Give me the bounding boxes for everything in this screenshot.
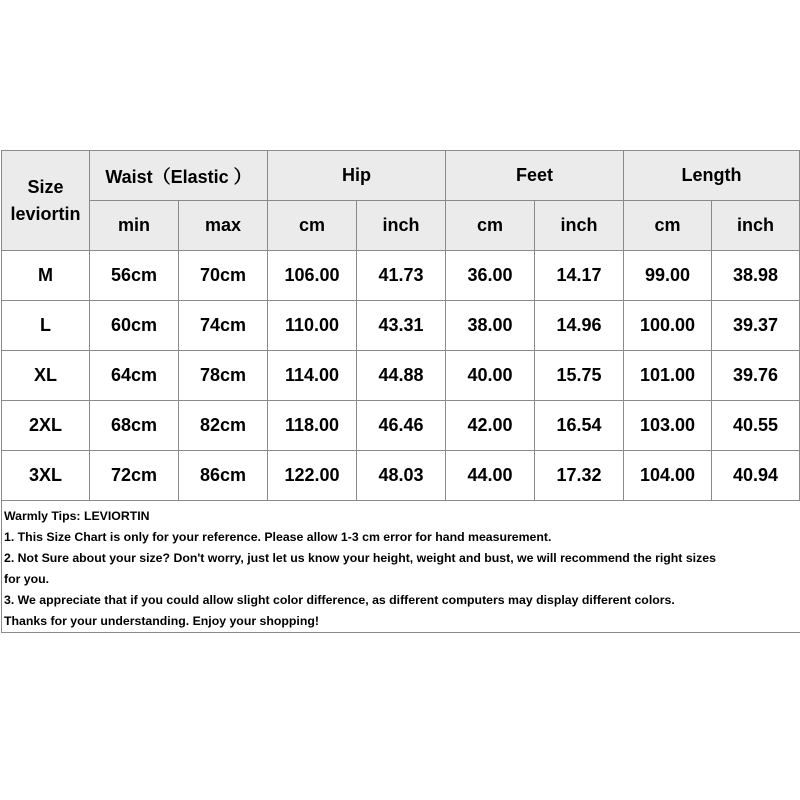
- tip-line: for you.: [4, 572, 50, 586]
- data-cell: 100.00: [624, 301, 712, 351]
- data-cell: 44.88: [357, 351, 446, 401]
- size-cell: M: [2, 251, 90, 301]
- data-cell: 40.55: [712, 401, 800, 451]
- size-header-label: Size: [27, 176, 64, 197]
- subheader-cell: inch: [535, 201, 624, 251]
- data-cell: 64cm: [90, 351, 179, 401]
- data-cell: 110.00: [268, 301, 357, 351]
- data-cell: 39.37: [712, 301, 800, 351]
- data-cell: 103.00: [624, 401, 712, 451]
- tip-line: 2. Not Sure about your size? Don't worry, just let us know your height, weight and bust, we will recommend the right sizes: [4, 551, 716, 565]
- data-cell: 15.75: [535, 351, 624, 401]
- size-cell: 2XL: [2, 401, 90, 451]
- size-table: [1, 150, 800, 501]
- table-row: [2, 451, 800, 501]
- data-cell: 46.46: [357, 401, 446, 451]
- table-row: [2, 251, 800, 301]
- data-cell: 16.54: [535, 401, 624, 451]
- tips-box: [1, 501, 800, 633]
- data-cell: 74cm: [179, 301, 268, 351]
- data-cell: 38.00: [446, 301, 535, 351]
- tip-closing: Thanks for your understanding. Enjoy your shopping!: [4, 614, 319, 628]
- data-cell: 106.00: [268, 251, 357, 301]
- tip-line: 3. We appreciate that if you could allow slight color difference, as different computers may display different colors.: [4, 593, 675, 607]
- table-row: [2, 401, 800, 451]
- size-cell: L: [2, 301, 90, 351]
- data-cell: 60cm: [90, 301, 179, 351]
- size-cell: 3XL: [2, 451, 90, 501]
- subheader-cell: max: [179, 201, 268, 251]
- data-cell: 14.96: [535, 301, 624, 351]
- data-cell: 39.76: [712, 351, 800, 401]
- data-cell: 42.00: [446, 401, 535, 451]
- subheader-cell: inch: [712, 201, 800, 251]
- data-cell: 82cm: [179, 401, 268, 451]
- subheader-cell: min: [90, 201, 179, 251]
- subheader-cell: cm: [268, 201, 357, 251]
- data-cell: 41.73: [357, 251, 446, 301]
- data-cell: 72cm: [90, 451, 179, 501]
- data-cell: 118.00: [268, 401, 357, 451]
- subheader-cell: inch: [357, 201, 446, 251]
- table-row: [2, 351, 800, 401]
- data-cell: 78cm: [179, 351, 268, 401]
- data-cell: 104.00: [624, 451, 712, 501]
- data-cell: 86cm: [179, 451, 268, 501]
- tips-title: Warmly Tips: LEVIORTIN: [4, 509, 150, 523]
- length-header: Length: [624, 151, 800, 201]
- data-cell: 114.00: [268, 351, 357, 401]
- data-cell: 40.00: [446, 351, 535, 401]
- data-cell: 122.00: [268, 451, 357, 501]
- size-chart: [1, 150, 799, 633]
- header-row-units: [2, 201, 800, 251]
- data-cell: 56cm: [90, 251, 179, 301]
- header-row-groups: [2, 151, 800, 201]
- waist-header: Waist（Elastic ）: [90, 151, 268, 201]
- data-cell: 70cm: [179, 251, 268, 301]
- hip-header: Hip: [268, 151, 446, 201]
- data-cell: 68cm: [90, 401, 179, 451]
- size-header: [2, 151, 90, 251]
- brand-label: leviortin: [10, 203, 81, 224]
- data-cell: 40.94: [712, 451, 800, 501]
- data-cell: 14.17: [535, 251, 624, 301]
- data-cell: 44.00: [446, 451, 535, 501]
- data-cell: 43.31: [357, 301, 446, 351]
- feet-header: Feet: [446, 151, 624, 201]
- data-cell: 48.03: [357, 451, 446, 501]
- tip-line: 1. This Size Chart is only for your reference. Please allow 1-3 cm error for hand measurement.: [4, 530, 552, 544]
- data-cell: 38.98: [712, 251, 800, 301]
- data-cell: 17.32: [535, 451, 624, 501]
- data-cell: 36.00: [446, 251, 535, 301]
- subheader-cell: cm: [624, 201, 712, 251]
- table-row: [2, 301, 800, 351]
- subheader-cell: cm: [446, 201, 535, 251]
- size-cell: XL: [2, 351, 90, 401]
- data-cell: 99.00: [624, 251, 712, 301]
- data-cell: 101.00: [624, 351, 712, 401]
